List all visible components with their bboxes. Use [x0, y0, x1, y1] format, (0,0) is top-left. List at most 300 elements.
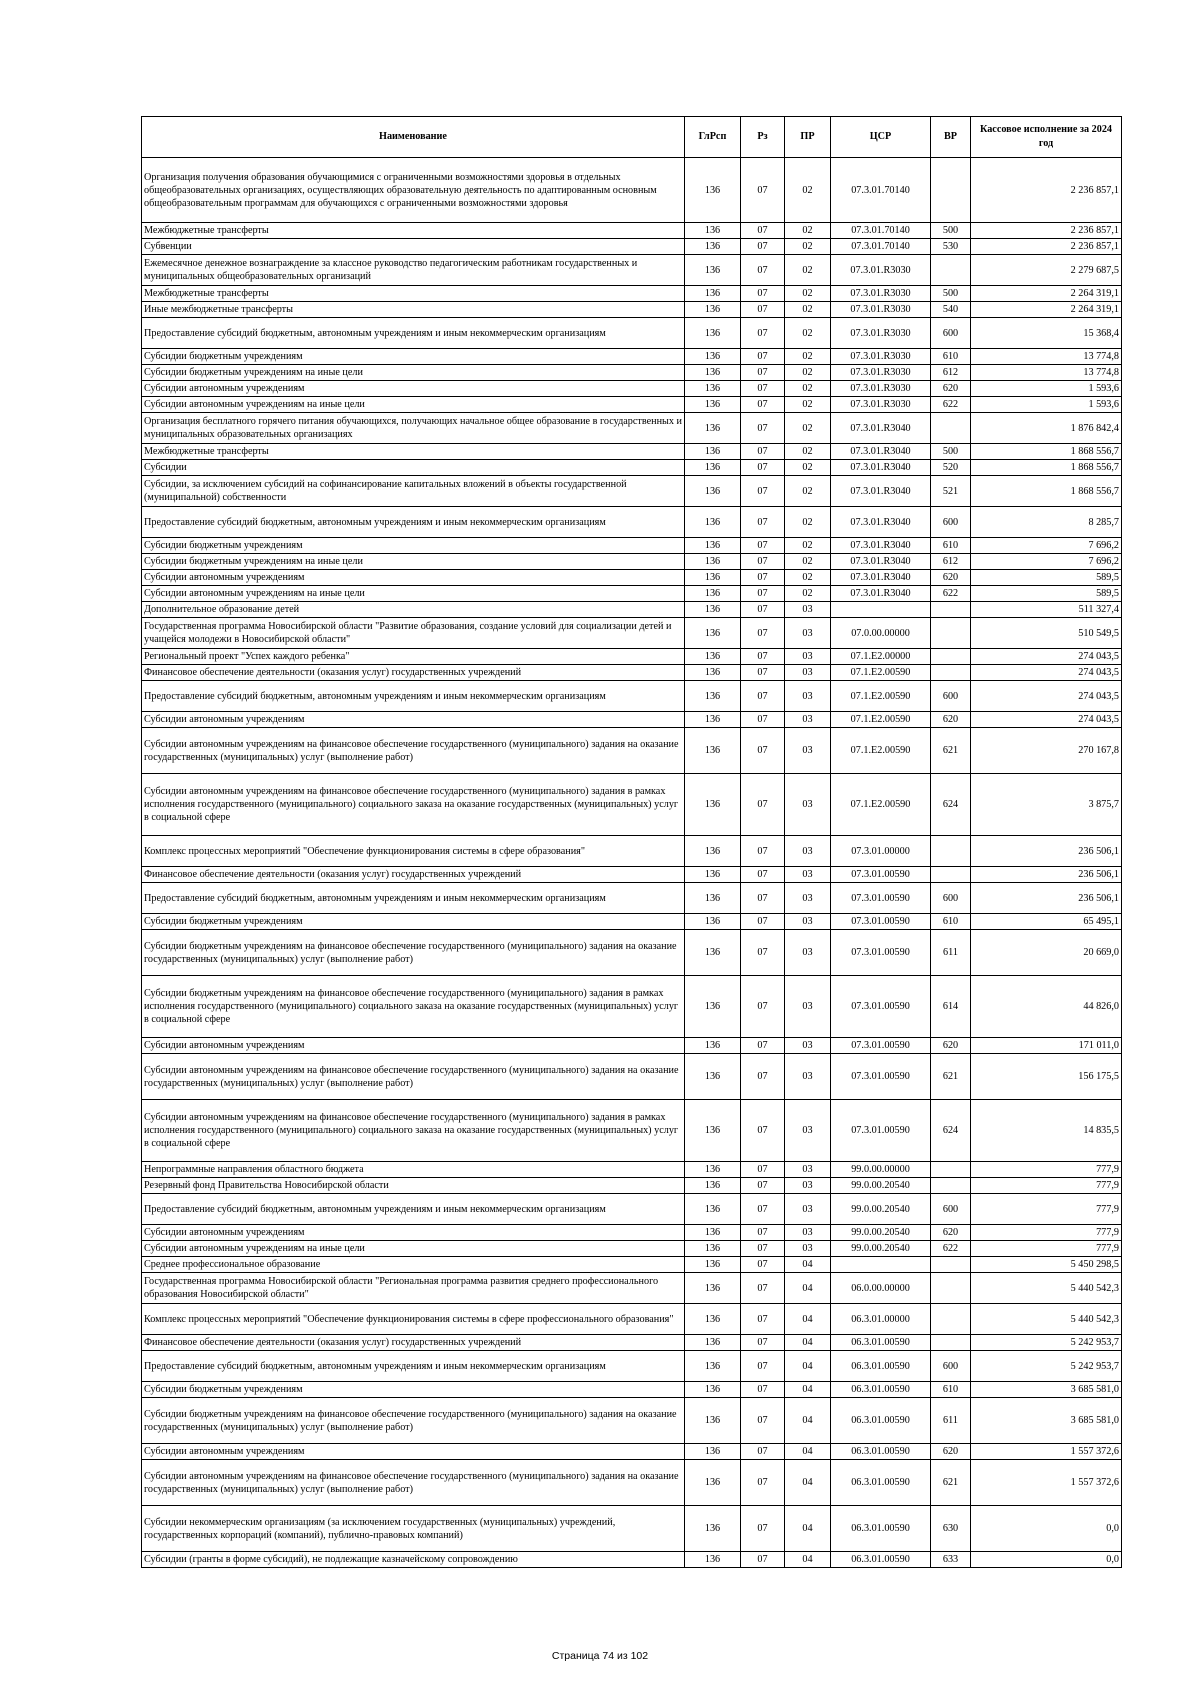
table-row: [142, 976, 1122, 1038]
cell-rz: 07: [741, 914, 785, 930]
cell-rz: 07: [741, 712, 785, 728]
table-row: [142, 836, 1122, 867]
cell-name: Субсидии бюджетным учреждениям на иные цели: [142, 554, 685, 570]
cell-pr: 02: [785, 538, 831, 554]
table-row: [142, 728, 1122, 774]
table-row: [142, 712, 1122, 728]
cell-execution: 15 368,4: [971, 318, 1122, 349]
cell-csr: 07.3.01.70140: [831, 223, 931, 239]
cell-rz: 07: [741, 836, 785, 867]
cell-csr: 07.3.01.R3030: [831, 365, 931, 381]
table-row: [142, 1038, 1122, 1054]
cell-name: Субсидии бюджетным учреждениям: [142, 1382, 685, 1398]
cell-vr: 624: [931, 1100, 971, 1162]
cell-rz: 07: [741, 976, 785, 1038]
cell-rz: 07: [741, 618, 785, 649]
table-row: [142, 444, 1122, 460]
cell-name: Субсидии бюджетным учреждениям на финансовое обеспечение государственного (муниципального) задания на оказание государственных (муниципальных) услуг (выполнение работ): [142, 930, 685, 976]
cell-vr: [931, 602, 971, 618]
cell-csr: 07.3.01.00590: [831, 867, 931, 883]
cell-rz: 07: [741, 397, 785, 413]
cell-pr: 03: [785, 836, 831, 867]
table-row: [142, 507, 1122, 538]
cell-pr: 03: [785, 930, 831, 976]
cell-glrsp: 136: [685, 1351, 741, 1382]
cell-execution: 2 279 687,5: [971, 255, 1122, 286]
cell-pr: 04: [785, 1273, 831, 1304]
table-row: [142, 1552, 1122, 1568]
cell-execution: 156 175,5: [971, 1054, 1122, 1100]
header-csr: ЦСР: [831, 117, 931, 158]
cell-csr: 06.3.01.00590: [831, 1552, 931, 1568]
cell-csr: 07.1.E2.00590: [831, 681, 931, 712]
cell-pr: 02: [785, 586, 831, 602]
cell-name: Организация получения образования обучающимися с ограниченными возможностями здоровья в отдельных общеобразовательных организациях, осуществляющих образовательную деятельность по адаптированным основным общеобразовательным программам для обучающихся с ограниченными возможностями здоровья: [142, 158, 685, 223]
table-row: [142, 302, 1122, 318]
cell-glrsp: 136: [685, 381, 741, 397]
cell-csr: 07.3.01.R3040: [831, 586, 931, 602]
cell-name: Субсидии (гранты в форме субсидий), не подлежащие казначейскому сопровождению: [142, 1552, 685, 1568]
cell-rz: 07: [741, 1054, 785, 1100]
cell-pr: 03: [785, 1162, 831, 1178]
cell-vr: [931, 1178, 971, 1194]
cell-glrsp: 136: [685, 976, 741, 1038]
cell-execution: 589,5: [971, 570, 1122, 586]
cell-name: Субсидии автономным учреждениям: [142, 570, 685, 586]
cell-name: Предоставление субсидий бюджетным, автономным учреждениям и иным некоммерческим организациям: [142, 681, 685, 712]
cell-rz: 07: [741, 1273, 785, 1304]
cell-execution: 5 242 953,7: [971, 1351, 1122, 1382]
cell-execution: 511 327,4: [971, 602, 1122, 618]
cell-vr: [931, 1335, 971, 1351]
cell-execution: 171 011,0: [971, 1038, 1122, 1054]
cell-pr: 02: [785, 223, 831, 239]
cell-glrsp: 136: [685, 1225, 741, 1241]
cell-execution: 236 506,1: [971, 867, 1122, 883]
table-row: [142, 1241, 1122, 1257]
cell-rz: 07: [741, 302, 785, 318]
cell-execution: 0,0: [971, 1506, 1122, 1552]
cell-name: Субсидии автономным учреждениям: [142, 1444, 685, 1460]
cell-execution: 3 685 581,0: [971, 1398, 1122, 1444]
cell-rz: 07: [741, 1552, 785, 1568]
cell-name: Непрограммные направления областного бюджета: [142, 1162, 685, 1178]
cell-pr: 04: [785, 1351, 831, 1382]
cell-rz: 07: [741, 728, 785, 774]
cell-vr: 622: [931, 397, 971, 413]
cell-vr: 540: [931, 302, 971, 318]
table-row: [142, 554, 1122, 570]
cell-pr: 02: [785, 460, 831, 476]
cell-glrsp: 136: [685, 1100, 741, 1162]
cell-vr: [931, 158, 971, 223]
cell-vr: 611: [931, 930, 971, 976]
cell-vr: 521: [931, 476, 971, 507]
cell-name: Субсидии автономным учреждениям на иные цели: [142, 1241, 685, 1257]
cell-glrsp: 136: [685, 158, 741, 223]
cell-name: Субсидии автономным учреждениям на иные цели: [142, 397, 685, 413]
table-row: [142, 867, 1122, 883]
header-execution: Кассовое исполнение за 2024 год: [971, 117, 1122, 158]
cell-glrsp: 136: [685, 349, 741, 365]
cell-pr: 03: [785, 1194, 831, 1225]
cell-glrsp: 136: [685, 1382, 741, 1398]
cell-csr: 07.3.01.00590: [831, 1038, 931, 1054]
cell-glrsp: 136: [685, 302, 741, 318]
cell-vr: 630: [931, 1506, 971, 1552]
cell-glrsp: 136: [685, 570, 741, 586]
cell-execution: 236 506,1: [971, 883, 1122, 914]
cell-name: Субсидии автономным учреждениям: [142, 712, 685, 728]
cell-csr: 07.3.01.R3040: [831, 570, 931, 586]
table-row: [142, 883, 1122, 914]
cell-vr: [931, 255, 971, 286]
cell-pr: 02: [785, 302, 831, 318]
cell-name: Субсидии бюджетным учреждениям: [142, 538, 685, 554]
cell-name: Региональный проект "Успех каждого ребенка": [142, 649, 685, 665]
cell-csr: 07.3.01.R3040: [831, 444, 931, 460]
cell-name: Субсидии: [142, 460, 685, 476]
cell-pr: 03: [785, 1241, 831, 1257]
cell-pr: 04: [785, 1444, 831, 1460]
cell-pr: 03: [785, 602, 831, 618]
cell-rz: 07: [741, 1335, 785, 1351]
cell-name: Субвенции: [142, 239, 685, 255]
cell-execution: 2 236 857,1: [971, 158, 1122, 223]
cell-csr: 99.0.00.20540: [831, 1194, 931, 1225]
cell-execution: 44 826,0: [971, 976, 1122, 1038]
cell-execution: 1 868 556,7: [971, 476, 1122, 507]
table-row: [142, 1382, 1122, 1398]
cell-pr: 02: [785, 286, 831, 302]
cell-pr: 04: [785, 1398, 831, 1444]
cell-execution: 236 506,1: [971, 836, 1122, 867]
cell-name: Субсидии автономным учреждениям на финансовое обеспечение государственного (муниципального) задания в рамках исполнения государственного (муниципального) социального заказа на оказание государственных (муниципальных) услуг в социальной сфере: [142, 1100, 685, 1162]
cell-vr: 620: [931, 570, 971, 586]
cell-execution: 3 875,7: [971, 774, 1122, 836]
cell-execution: 8 285,7: [971, 507, 1122, 538]
cell-csr: 07.3.01.R3030: [831, 318, 931, 349]
cell-glrsp: 136: [685, 1444, 741, 1460]
cell-name: Предоставление субсидий бюджетным, автономным учреждениям и иным некоммерческим организациям: [142, 318, 685, 349]
cell-rz: 07: [741, 239, 785, 255]
table-row: [142, 602, 1122, 618]
cell-pr: 03: [785, 1054, 831, 1100]
table-row: [142, 586, 1122, 602]
table-row: [142, 1194, 1122, 1225]
cell-execution: 14 835,5: [971, 1100, 1122, 1162]
cell-vr: 610: [931, 538, 971, 554]
header-pr: ПР: [785, 117, 831, 158]
cell-rz: 07: [741, 774, 785, 836]
cell-rz: 07: [741, 586, 785, 602]
cell-vr: 600: [931, 507, 971, 538]
cell-csr: 99.0.00.20540: [831, 1225, 931, 1241]
cell-execution: 1 868 556,7: [971, 460, 1122, 476]
table-row: [142, 681, 1122, 712]
cell-vr: 610: [931, 914, 971, 930]
budget-table: [141, 116, 1122, 1568]
cell-glrsp: 136: [685, 649, 741, 665]
cell-glrsp: 136: [685, 883, 741, 914]
cell-pr: 02: [785, 570, 831, 586]
cell-csr: 99.0.00.00000: [831, 1162, 931, 1178]
cell-pr: 03: [785, 618, 831, 649]
cell-glrsp: 136: [685, 554, 741, 570]
cell-pr: 02: [785, 239, 831, 255]
cell-csr: 07.3.01.R3030: [831, 302, 931, 318]
cell-csr: 06.3.01.00590: [831, 1382, 931, 1398]
cell-vr: 621: [931, 728, 971, 774]
cell-execution: 1 557 372,6: [971, 1460, 1122, 1506]
cell-rz: 07: [741, 223, 785, 239]
cell-csr: 06.3.01.00590: [831, 1444, 931, 1460]
cell-rz: 07: [741, 1038, 785, 1054]
cell-csr: 07.0.00.00000: [831, 618, 931, 649]
table-row: [142, 460, 1122, 476]
cell-name: Среднее профессиональное образование: [142, 1257, 685, 1273]
cell-name: Государственная программа Новосибирской области "Региональная программа развития среднего профессионального образования Новосибирской области": [142, 1273, 685, 1304]
cell-execution: 13 774,8: [971, 349, 1122, 365]
cell-vr: 500: [931, 444, 971, 460]
cell-pr: 04: [785, 1257, 831, 1273]
cell-glrsp: 136: [685, 286, 741, 302]
cell-pr: 03: [785, 1225, 831, 1241]
cell-pr: 03: [785, 649, 831, 665]
table-row: [142, 1100, 1122, 1162]
table-row: [142, 1398, 1122, 1444]
cell-name: Субсидии автономным учреждениям: [142, 1225, 685, 1241]
cell-csr: 07.3.01.00590: [831, 914, 931, 930]
cell-csr: 06.3.01.00590: [831, 1460, 931, 1506]
cell-vr: 620: [931, 1444, 971, 1460]
cell-vr: 633: [931, 1552, 971, 1568]
cell-name: Предоставление субсидий бюджетным, автономным учреждениям и иным некоммерческим организациям: [142, 1194, 685, 1225]
cell-execution: 1 593,6: [971, 381, 1122, 397]
cell-pr: 02: [785, 365, 831, 381]
table-row: [142, 413, 1122, 444]
cell-glrsp: 136: [685, 1162, 741, 1178]
table-row: [142, 1304, 1122, 1335]
cell-glrsp: 136: [685, 602, 741, 618]
cell-name: Комплекс процессных мероприятий "Обеспечение функционирования системы в сфере профессионального образования": [142, 1304, 685, 1335]
table-row: [142, 349, 1122, 365]
cell-vr: 614: [931, 976, 971, 1038]
cell-glrsp: 136: [685, 255, 741, 286]
cell-glrsp: 136: [685, 1241, 741, 1257]
table-row: [142, 1506, 1122, 1552]
table-row: [142, 476, 1122, 507]
cell-name: Субсидии автономным учреждениям: [142, 1038, 685, 1054]
table-row: [142, 1351, 1122, 1382]
cell-vr: 600: [931, 681, 971, 712]
cell-glrsp: 136: [685, 397, 741, 413]
cell-pr: 02: [785, 554, 831, 570]
table-row: [142, 538, 1122, 554]
cell-csr: 07.3.01.R3040: [831, 507, 931, 538]
cell-vr: 600: [931, 318, 971, 349]
table-row: [142, 1054, 1122, 1100]
cell-glrsp: 136: [685, 413, 741, 444]
cell-vr: [931, 867, 971, 883]
table-header-row: [142, 117, 1122, 158]
table-row: [142, 318, 1122, 349]
cell-pr: 02: [785, 349, 831, 365]
cell-csr: 07.3.01.00590: [831, 930, 931, 976]
cell-glrsp: 136: [685, 586, 741, 602]
cell-glrsp: 136: [685, 836, 741, 867]
cell-rz: 07: [741, 570, 785, 586]
cell-csr: 07.3.01.R3030: [831, 349, 931, 365]
cell-rz: 07: [741, 930, 785, 976]
table-row: [142, 1273, 1122, 1304]
cell-pr: 02: [785, 444, 831, 460]
cell-execution: 1 593,6: [971, 397, 1122, 413]
cell-execution: 510 549,5: [971, 618, 1122, 649]
cell-rz: 07: [741, 1304, 785, 1335]
cell-vr: 612: [931, 554, 971, 570]
cell-name: Ежемесячное денежное вознаграждение за классное руководство педагогическим работникам государственных и муниципальных общеобразовательных организаций: [142, 255, 685, 286]
cell-vr: [931, 413, 971, 444]
cell-csr: 06.3.01.00590: [831, 1335, 931, 1351]
cell-vr: [931, 836, 971, 867]
cell-rz: 07: [741, 255, 785, 286]
cell-glrsp: 136: [685, 1273, 741, 1304]
table-row: [142, 1162, 1122, 1178]
cell-name: Предоставление субсидий бюджетным, автономным учреждениям и иным некоммерческим организациям: [142, 1351, 685, 1382]
cell-csr: 06.3.01.00590: [831, 1506, 931, 1552]
cell-rz: 07: [741, 883, 785, 914]
cell-name: Межбюджетные трансферты: [142, 223, 685, 239]
cell-csr: 07.3.01.R3030: [831, 381, 931, 397]
cell-csr: 07.3.01.70140: [831, 239, 931, 255]
cell-glrsp: 136: [685, 444, 741, 460]
cell-vr: 500: [931, 223, 971, 239]
cell-execution: 2 264 319,1: [971, 286, 1122, 302]
cell-vr: 500: [931, 286, 971, 302]
cell-name: Предоставление субсидий бюджетным, автономным учреждениям и иным некоммерческим организациям: [142, 883, 685, 914]
cell-name: Иные межбюджетные трансферты: [142, 302, 685, 318]
cell-name: Дополнительное образование детей: [142, 602, 685, 618]
cell-name: Субсидии бюджетным учреждениям на финансовое обеспечение государственного (муниципального) задания в рамках исполнения государственного (муниципального) социального заказа на оказание государственных (муниципальных) услуг в социальной сфере: [142, 976, 685, 1038]
cell-rz: 07: [741, 1460, 785, 1506]
cell-glrsp: 136: [685, 1304, 741, 1335]
cell-name: Субсидии бюджетным учреждениям на финансовое обеспечение государственного (муниципального) задания на оказание государственных (муниципальных) услуг (выполнение работ): [142, 1398, 685, 1444]
cell-execution: 3 685 581,0: [971, 1382, 1122, 1398]
cell-name: Субсидии автономным учреждениям на финансовое обеспечение государственного (муниципального) задания на оказание государственных (муниципальных) услуг (выполнение работ): [142, 1460, 685, 1506]
cell-vr: 621: [931, 1460, 971, 1506]
cell-glrsp: 136: [685, 538, 741, 554]
cell-glrsp: 136: [685, 318, 741, 349]
cell-glrsp: 136: [685, 1552, 741, 1568]
cell-pr: 03: [785, 774, 831, 836]
cell-glrsp: 136: [685, 507, 741, 538]
cell-csr: 07.1.E2.00590: [831, 665, 931, 681]
cell-execution: 777,9: [971, 1194, 1122, 1225]
cell-name: Субсидии автономным учреждениям на финансовое обеспечение государственного (муниципального) задания в рамках исполнения государственного (муниципального) социального заказа на оказание государственных (муниципальных) услуг в социальной сфере: [142, 774, 685, 836]
cell-rz: 07: [741, 444, 785, 460]
cell-name: Государственная программа Новосибирской области "Развитие образования, создание условий для социализации детей и учащейся молодежи в Новосибирской области": [142, 618, 685, 649]
cell-glrsp: 136: [685, 239, 741, 255]
table-row: [142, 286, 1122, 302]
cell-csr: 07.3.01.R3040: [831, 460, 931, 476]
cell-pr: 04: [785, 1506, 831, 1552]
cell-vr: 600: [931, 1194, 971, 1225]
cell-glrsp: 136: [685, 914, 741, 930]
cell-glrsp: 136: [685, 476, 741, 507]
cell-csr: 06.3.01.00590: [831, 1351, 931, 1382]
cell-execution: 7 696,2: [971, 554, 1122, 570]
header-glrsp: ГлРсп: [685, 117, 741, 158]
cell-name: Межбюджетные трансферты: [142, 444, 685, 460]
table-row: [142, 1178, 1122, 1194]
cell-execution: 274 043,5: [971, 649, 1122, 665]
cell-csr: 07.3.01.00590: [831, 1054, 931, 1100]
cell-rz: 07: [741, 1351, 785, 1382]
table-row: [142, 381, 1122, 397]
cell-pr: 03: [785, 1178, 831, 1194]
cell-pr: 02: [785, 381, 831, 397]
cell-pr: 03: [785, 914, 831, 930]
cell-vr: [931, 665, 971, 681]
cell-glrsp: 136: [685, 1054, 741, 1100]
cell-rz: 07: [741, 460, 785, 476]
cell-glrsp: 136: [685, 1398, 741, 1444]
cell-glrsp: 136: [685, 681, 741, 712]
cell-rz: 07: [741, 507, 785, 538]
cell-pr: 02: [785, 476, 831, 507]
cell-execution: 5 440 542,3: [971, 1273, 1122, 1304]
cell-execution: 0,0: [971, 1552, 1122, 1568]
table-row: [142, 665, 1122, 681]
table-row: [142, 239, 1122, 255]
cell-pr: 03: [785, 681, 831, 712]
cell-name: Предоставление субсидий бюджетным, автономным учреждениям и иным некоммерческим организациям: [142, 507, 685, 538]
table-row: [142, 774, 1122, 836]
cell-pr: 04: [785, 1382, 831, 1398]
cell-csr: 07.3.01.R3040: [831, 554, 931, 570]
cell-rz: 07: [741, 1444, 785, 1460]
cell-pr: 02: [785, 413, 831, 444]
cell-execution: 2 236 857,1: [971, 239, 1122, 255]
cell-rz: 07: [741, 649, 785, 665]
cell-execution: 777,9: [971, 1162, 1122, 1178]
cell-glrsp: 136: [685, 1506, 741, 1552]
cell-pr: 04: [785, 1304, 831, 1335]
cell-pr: 04: [785, 1552, 831, 1568]
cell-vr: [931, 618, 971, 649]
cell-execution: 65 495,1: [971, 914, 1122, 930]
cell-glrsp: 136: [685, 1038, 741, 1054]
cell-name: Субсидии автономным учреждениям на иные цели: [142, 586, 685, 602]
cell-vr: 624: [931, 774, 971, 836]
cell-rz: 07: [741, 538, 785, 554]
cell-rz: 07: [741, 381, 785, 397]
table-row: [142, 649, 1122, 665]
cell-vr: 610: [931, 1382, 971, 1398]
cell-glrsp: 136: [685, 774, 741, 836]
cell-pr: 03: [785, 1100, 831, 1162]
cell-vr: [931, 649, 971, 665]
cell-execution: 1 557 372,6: [971, 1444, 1122, 1460]
cell-rz: 07: [741, 602, 785, 618]
cell-rz: 07: [741, 318, 785, 349]
cell-glrsp: 136: [685, 867, 741, 883]
cell-execution: 589,5: [971, 586, 1122, 602]
cell-name: Финансовое обеспечение деятельности (оказания услуг) государственных учреждений: [142, 867, 685, 883]
cell-name: Субсидии бюджетным учреждениям: [142, 349, 685, 365]
header-rz: Рз: [741, 117, 785, 158]
